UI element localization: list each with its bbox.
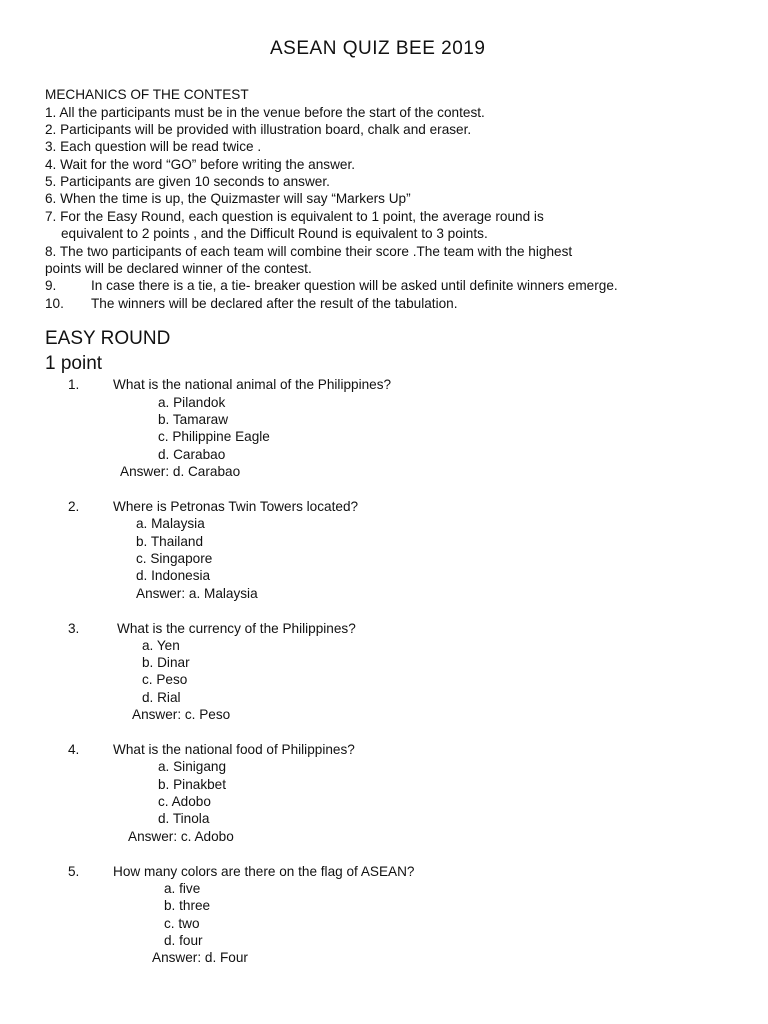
rule-9-number: 9. (45, 278, 57, 293)
question-4-choice-a: a. Sinigang (158, 759, 227, 774)
rule-9: In case there is a tie, a tie- breaker question will be asked until definite winners emerge. (91, 278, 618, 293)
question-5-choice-c: c. two (164, 916, 200, 931)
question-4-choice-d: d. Tinola (158, 811, 210, 826)
rule-10-number: 10. (45, 296, 64, 311)
rule-8: 8. The two participants of each team will combine their score .The team with the highest (45, 244, 573, 259)
round-points: 1 point (45, 353, 103, 374)
question-5-choice-a: a. five (164, 881, 201, 896)
rule-7-continued: equivalent to 2 points , and the Difficult Round is equivalent to 3 points. (61, 226, 488, 241)
question-5-text: How many colors are there on the flag of ASEAN? (113, 864, 415, 879)
question-2-number: 2. (68, 499, 80, 514)
question-1-answer: Answer: d. Carabao (120, 464, 241, 479)
question-3-choice-a: a. Yen (142, 638, 180, 653)
rule-10: The winners will be declared after the result of the tabulation. (91, 296, 458, 311)
mechanics-heading: MECHANICS OF THE CONTEST (45, 87, 249, 102)
question-1-text: What is the national animal of the Philippines? (113, 377, 392, 392)
question-4-answer: Answer: c. Adobo (128, 829, 234, 844)
question-2-choice-b: b. Thailand (136, 534, 204, 549)
question-4-choice-b: b. Pinakbet (158, 777, 227, 792)
question-1-choice-a: a. Pilandok (158, 395, 226, 410)
question-1-choice-d: d. Carabao (158, 447, 226, 462)
question-5-answer: Answer: d. Four (152, 950, 248, 965)
question-5-number: 5. (68, 864, 80, 879)
rule-3: 3. Each question will be read twice . (45, 139, 262, 154)
question-5-choice-b: b. three (164, 898, 211, 913)
question-1-number: 1. (68, 377, 80, 392)
round-title: EASY ROUND (45, 328, 171, 349)
question-3-number: 3. (68, 621, 80, 636)
question-4-choice-c: c. Adobo (158, 794, 211, 809)
question-2-choice-d: d. Indonesia (136, 568, 211, 583)
question-1-choice-b: b. Tamaraw (158, 412, 229, 427)
rule-8-continued: points will be declared winner of the contest. (45, 261, 312, 276)
rule-5: 5. Participants are given 10 seconds to answer. (45, 174, 330, 189)
question-2-choice-c: c. Singapore (136, 551, 213, 566)
question-4-number: 4. (68, 742, 80, 757)
question-3-choice-d: d. Rial (142, 690, 181, 705)
question-1-choice-c: c. Philippine Eagle (158, 429, 270, 444)
rule-1: 1. All the participants must be in the venue before the start of the contest. (45, 105, 485, 120)
rule-4: 4. Wait for the word “GO” before writing the answer. (45, 157, 356, 172)
question-3-choice-b: b. Dinar (142, 655, 190, 670)
rule-7: 7. For the Easy Round, each question is equivalent to 1 point, the average round is (45, 209, 544, 224)
question-2-answer: Answer: a. Malaysia (136, 586, 258, 601)
question-2-choice-a: a. Malaysia (136, 516, 205, 531)
rule-2: 2. Participants will be provided with illustration board, chalk and eraser. (45, 122, 472, 137)
question-2-text: Where is Petronas Twin Towers located? (113, 499, 359, 514)
question-3-text: What is the currency of the Philippines? (117, 621, 356, 636)
question-5-choice-d: d. four (164, 933, 203, 948)
question-4-text: What is the national food of Philippines? (113, 742, 355, 757)
question-3-answer: Answer: c. Peso (132, 707, 231, 722)
rule-6: 6. When the time is up, the Quizmaster will say “Markers Up” (45, 191, 411, 206)
question-3-choice-c: c. Peso (142, 672, 188, 687)
document-title: ASEAN QUIZ BEE 2019 (270, 38, 486, 59)
